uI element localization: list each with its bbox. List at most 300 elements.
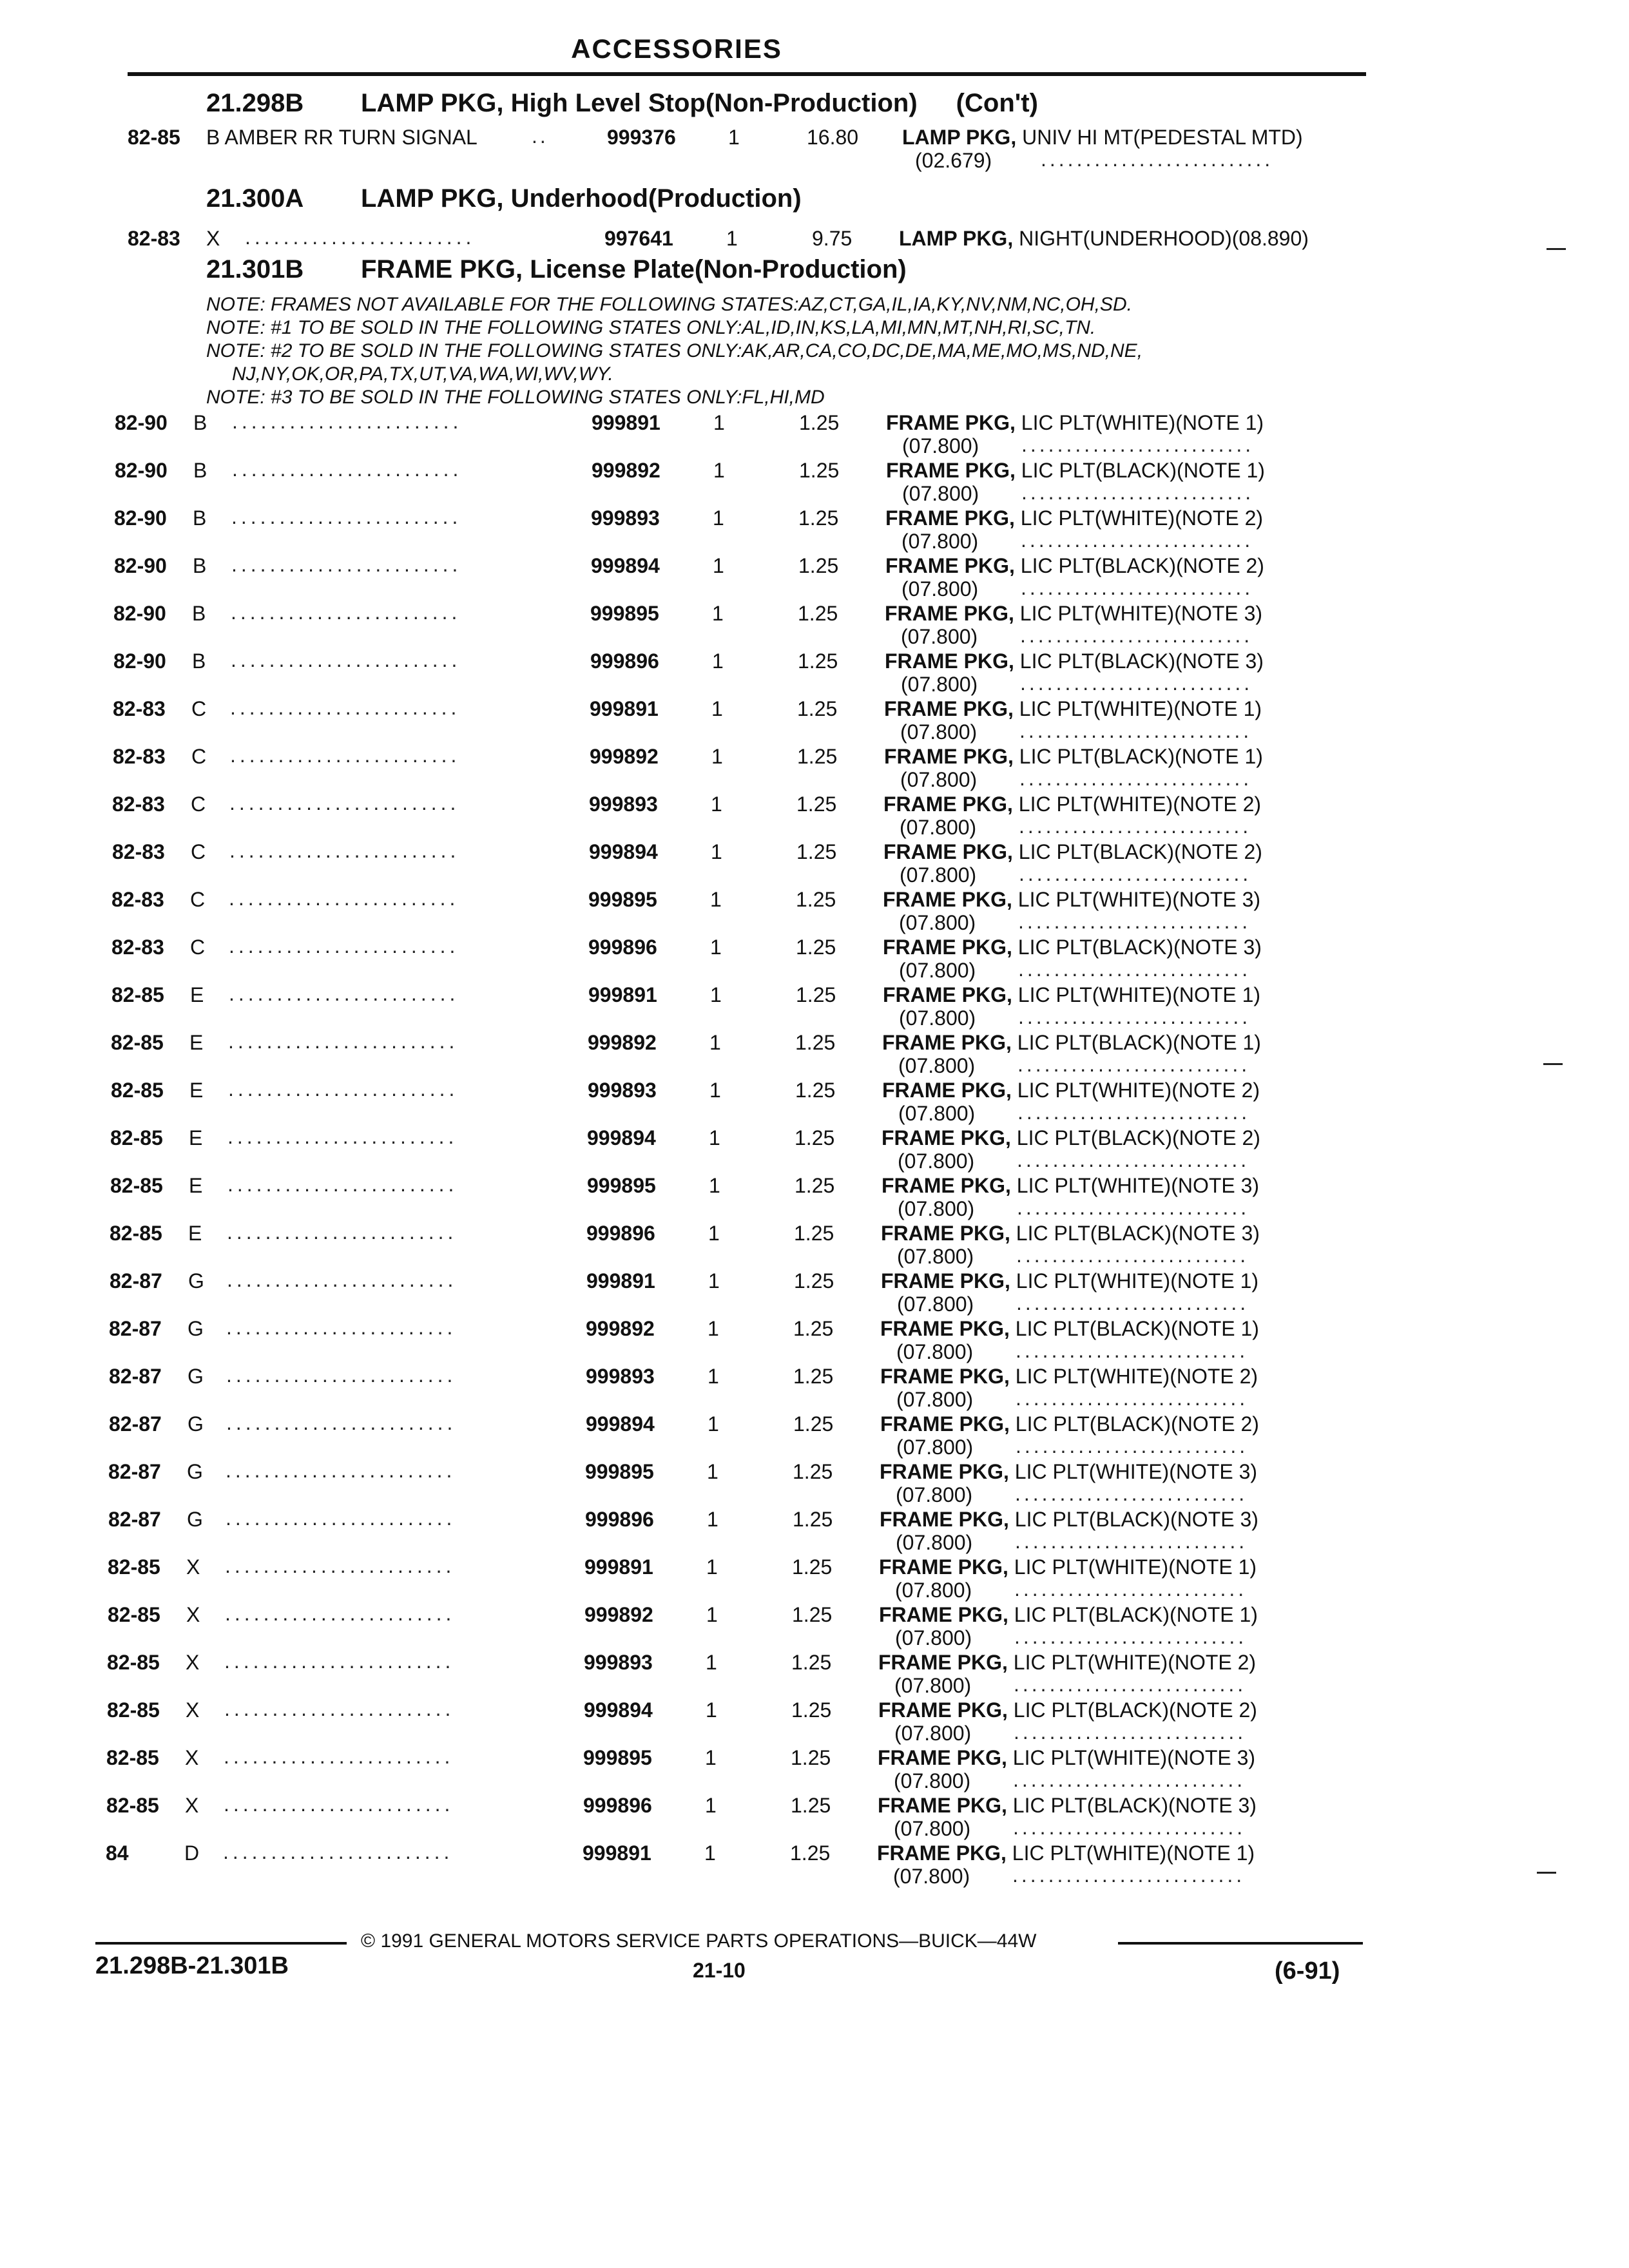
quantity: 1 [707,1508,718,1531]
reference-code: (07.800) [896,1531,973,1554]
series-code: G [188,1412,204,1436]
leader-dots: ........................ [228,1077,459,1100]
description [878,1698,1257,1722]
part-number: 999894 [591,554,660,577]
quantity: 1 [726,227,738,250]
leader-dots: .......................... [1014,1673,1247,1696]
description-rest: LIC PLT(BLACK)(NOTE 3) [1010,1222,1260,1245]
margin-tick [1547,248,1566,250]
leader-dots: .......................... [1017,1148,1250,1171]
part-number: 997641 [604,227,673,250]
table-row [0,1126,1413,1174]
part-number: 999891 [590,697,659,720]
section-code: 21.298B [206,89,304,117]
price: 1.25 [795,1079,836,1102]
leader-dots: .......................... [1017,1053,1251,1076]
description [882,1174,1259,1198]
description-bold: FRAME PKG, [880,1508,1009,1531]
year-range: 82-90 [113,649,166,673]
leader-dots: ........................ [227,1268,458,1291]
reference-code: (07.800) [896,1483,973,1506]
description [886,411,1264,435]
description-rest: LIC PLT(WHITE)(NOTE 1) [1010,1269,1259,1293]
part-number: 999895 [585,1460,654,1483]
description-rest: LIC PLT(WHITE)(NOTE 1) [1006,1841,1255,1865]
series-code: C [191,793,206,816]
price: 1.25 [794,1222,834,1245]
leader-dots: ........................ [225,1554,456,1577]
price: 1.25 [798,554,839,577]
leader-dots: .......................... [1021,528,1254,552]
description [902,126,1303,149]
description [883,840,1262,864]
description-rest: LIC PLT(BLACK)(NOTE 1) [1015,459,1265,482]
leader-dots: .......................... [1015,1482,1248,1505]
description-bold: FRAME PKG, [885,649,1014,673]
description [899,227,1309,251]
table-row [0,602,1416,649]
part-number: 999895 [590,602,659,625]
quantity: 1 [708,1317,719,1340]
leader-dots: ........................ [230,744,461,767]
table-row [0,793,1415,840]
description [882,1126,1260,1150]
year-range: 82-83 [128,227,180,250]
reference-code: (07.800) [900,863,977,887]
leader-dots: ........................ [229,982,459,1005]
reference-code: (02.679) [915,149,992,172]
description [880,1460,1257,1484]
description-rest: LIC PLT(WHITE)(NOTE 2) [1007,1651,1257,1674]
table-row [0,1269,1412,1317]
leader-dots: ........................ [232,457,463,481]
description-bold: FRAME PKG, [880,1317,1010,1340]
year-range: 82-90 [115,411,168,434]
description-bold: FRAME PKG, [881,1222,1010,1245]
description-rest: LIC PLT(WHITE)(NOTE 1) [1008,1555,1257,1579]
revision-date: (6-91) [1275,1957,1340,1984]
description-rest: UNIV HI MT(PEDESTAL MTD) [1016,126,1303,149]
description-bold: FRAME PKG, [882,1126,1011,1149]
table-row [0,1174,1413,1222]
table-row [0,840,1415,888]
description [882,1031,1261,1055]
description-bold: FRAME PKG, [883,983,1012,1006]
part-number: 999892 [590,745,659,768]
quantity: 1 [705,1794,717,1817]
leader-dots: ........................ [231,648,461,671]
year-range: 82-83 [112,840,165,863]
reference-code: (07.800) [899,911,976,934]
table-row [0,1412,1412,1460]
description [881,1269,1258,1293]
leader-dots: .......................... [1012,1863,1246,1887]
description-rest: LIC PLT(BLACK)(NOTE 2) [1014,554,1264,577]
description-bold: FRAME PKG, [878,1698,1008,1722]
part-number: 999894 [587,1126,656,1149]
part-number: 999895 [588,888,657,911]
part-number: 999891 [592,411,660,434]
part-number: 999893 [589,793,658,816]
leader-dots: .......................... [1018,1005,1251,1028]
section-code: 21.300A [206,184,304,213]
year-range: 82-87 [109,1365,162,1388]
section-continued: (Con't) [956,89,1038,117]
series-code: X [186,1651,200,1674]
series-code: B [193,411,207,434]
description-bold: FRAME PKG, [880,1365,1010,1388]
description-rest: LIC PLT(WHITE)(NOTE 1) [1015,411,1264,434]
description [884,697,1262,721]
quantity: 1 [728,126,740,149]
leader-dots: ........................ [231,601,461,624]
series-code: E [189,1079,204,1102]
leader-dots: ........................ [224,1792,454,1816]
description [883,888,1260,912]
description-rest: LIC PLT(BLACK)(NOTE 3) [1014,649,1264,673]
quantity: 1 [710,983,722,1006]
footer-rule-right [1118,1942,1363,1945]
leader-dots: .......................... [1041,148,1274,171]
quantity: 1 [710,936,722,959]
description-rest: LIC PLT(WHITE)(NOTE 3) [1007,1746,1256,1769]
description-bold: FRAME PKG, [877,1841,1007,1865]
description [879,1603,1258,1627]
leader-dots: .. [532,124,548,148]
description-bold: FRAME PKG, [885,506,1015,530]
part-number: 999896 [583,1794,652,1817]
part-number: 999893 [586,1365,655,1388]
part-number: 999376 [607,126,676,149]
reference-code: (07.800) [894,1674,972,1697]
leader-dots: ........................ [229,791,460,814]
leader-dots: ........................ [229,839,460,862]
series-code: X [186,1555,200,1579]
price: 1.25 [796,936,836,959]
price: 1.25 [799,459,840,482]
description-rest: LIC PLT(WHITE)(NOTE 2) [1014,506,1264,530]
leader-dots: .......................... [1017,1100,1251,1124]
price: 1.25 [794,1269,834,1293]
description-bold: FRAME PKG, [883,793,1013,816]
leader-dots: .......................... [1014,1625,1248,1648]
leader-dots: ........................ [224,1745,454,1768]
description-rest: LIC PLT(BLACK)(NOTE 2) [1009,1412,1259,1436]
description-bold: FRAME PKG, [883,888,1012,911]
reference-code: (07.800) [893,1865,970,1888]
reference-code: (07.800) [894,1817,971,1840]
section-code: 21.301B [206,255,304,284]
table-row [0,1079,1414,1126]
year-range: 82-83 [111,888,164,911]
series-code: E [189,1174,203,1197]
table-row [0,1603,1411,1651]
table-row [0,697,1416,745]
notes-block [206,293,1142,409]
price: 1.25 [799,411,840,434]
note-line: NOTE: #2 TO BE SOLD IN THE FOLLOWING STATES ONLY:AK,AR,CA,CO,DC,DE,MA,ME,MO,MS,ND,NE, [206,340,1143,361]
description [880,1365,1258,1389]
table-row [0,1746,1409,1794]
quantity: 1 [710,888,722,911]
note-line: NOTE: #1 TO BE SOLD IN THE FOLLOWING STATES ONLY:AL,ID,IN,KS,LA,MI,MN,MT,NH,RI,SC,TN. [206,317,1096,338]
table-row [0,983,1414,1031]
description-rest: LIC PLT(WHITE)(NOTE 1) [1012,983,1261,1006]
year-range: 82-83 [113,745,166,768]
part-number: 999892 [584,1603,653,1626]
price: 1.25 [792,1555,833,1579]
part-number: 999893 [584,1651,653,1674]
footer-rule-left [95,1942,347,1945]
description-bold: LAMP PKG, [899,227,1014,250]
year-range: 82-85 [111,1079,164,1102]
series-code: B AMBER RR TURN SIGNAL [206,126,477,149]
part-number: 999893 [591,506,660,530]
description [878,1794,1257,1818]
quantity: 1 [705,1746,717,1769]
description-bold: FRAME PKG, [878,1794,1007,1817]
section-heading [206,89,1038,118]
reference-code: (07.800) [900,816,977,839]
description-rest: LIC PLT(WHITE)(NOTE 2) [1009,1365,1258,1388]
table-row [0,1555,1411,1603]
series-code: C [191,745,207,768]
quantity: 1 [704,1841,716,1865]
page-range: 21.298B-21.301B [95,1952,289,1979]
part-number: 999892 [592,459,660,482]
description-bold: FRAME PKG, [880,1460,1009,1483]
description [878,1746,1255,1770]
description-rest: LIC PLT(BLACK)(NOTE 2) [1010,1126,1260,1149]
part-number: 999894 [586,1412,655,1436]
price: 1.25 [797,697,838,720]
price: 9.75 [812,227,853,250]
series-code: B [193,459,207,482]
series-code: X [185,1794,199,1817]
leader-dots: .......................... [1021,433,1255,456]
description [880,1317,1259,1341]
leader-dots: ........................ [229,887,459,910]
quantity: 1 [706,1555,718,1579]
reference-code: (07.800) [894,1769,971,1792]
reference-code: (07.800) [901,530,979,553]
reference-code: (07.800) [894,1722,972,1745]
leader-dots: .......................... [1020,624,1253,647]
leader-dots: .......................... [1015,1530,1248,1553]
note-line: NJ,NY,OK,OR,PA,TX,UT,VA,WA,WI,WV,WY. [232,363,613,385]
leader-dots: .......................... [1014,1577,1248,1600]
year-range: 82-90 [113,602,166,625]
year-range: 82-83 [113,697,166,720]
leader-dots: .......................... [1013,1768,1246,1791]
reference-code: (07.800) [902,434,979,457]
series-code: B [192,602,206,625]
description-rest: LIC PLT(BLACK)(NOTE 1) [1008,1603,1258,1626]
price: 1.25 [796,840,837,863]
reference-code: (07.800) [898,1054,976,1077]
part-number: 999892 [586,1317,655,1340]
leader-dots: .......................... [1018,957,1251,981]
description-bold: FRAME PKG, [885,602,1014,625]
leader-dots: .......................... [1019,814,1252,838]
description-rest: LIC PLT(WHITE)(NOTE 3) [1014,602,1263,625]
table-row [0,554,1417,602]
reference-code: (07.800) [895,1579,972,1602]
leader-dots: ........................ [227,1220,458,1244]
leader-dots: ........................ [226,1363,457,1387]
price: 1.25 [792,1603,833,1626]
series-code: D [184,1841,200,1865]
leader-dots: .......................... [1019,719,1253,742]
table-row [0,1698,1410,1746]
reference-code: (07.800) [901,577,979,601]
description-rest: LIC PLT(BLACK)(NOTE 1) [1013,745,1263,768]
reference-code: (07.800) [900,720,978,744]
reference-code: (07.800) [897,1293,974,1316]
price: 1.25 [791,1651,832,1674]
description-bold: FRAME PKG, [882,1079,1012,1102]
description [884,745,1263,769]
section-title: LAMP PKG, Underhood(Production) [361,184,802,213]
leader-dots: .......................... [1020,671,1253,695]
leader-dots: ........................ [230,696,461,719]
description-bold: FRAME PKG, [886,411,1016,434]
year-range: 82-85 [111,983,164,1006]
part-number: 999895 [583,1746,652,1769]
reference-code: (07.800) [896,1436,974,1459]
description-rest: LIC PLT(BLACK)(NOTE 3) [1012,936,1262,959]
price: 1.25 [795,1174,835,1197]
year-range: 82-85 [107,1698,160,1722]
quantity: 1 [712,602,724,625]
leader-dots: .......................... [1016,1339,1249,1362]
year-range: 82-85 [110,1126,163,1149]
quantity: 1 [709,1079,721,1102]
year-range: 84 [106,1841,129,1865]
description [886,459,1265,483]
series-code: X [186,1603,200,1626]
description-rest: LIC PLT(WHITE)(NOTE 2) [1011,1079,1260,1102]
leader-dots: ........................ [226,1411,457,1434]
description-bold: FRAME PKG, [879,1555,1008,1579]
margin-tick [1543,1063,1563,1065]
quantity: 1 [711,745,723,768]
year-range: 82-83 [111,936,164,959]
description [883,793,1261,816]
reference-code: (07.800) [901,673,978,696]
description-bold: FRAME PKG, [878,1651,1008,1674]
year-range: 82-87 [108,1508,161,1531]
quantity: 1 [713,411,725,434]
year-range: 82-87 [110,1269,162,1293]
part-number: 999891 [586,1269,655,1293]
year-range: 82-83 [112,793,165,816]
description-bold: FRAME PKG, [884,745,1014,768]
leader-dots: .......................... [1021,576,1254,599]
year-range: 82-85 [128,126,180,149]
section-title: LAMP PKG, High Level Stop(Non-Production) [361,89,918,117]
quantity: 1 [713,554,724,577]
table-row [0,649,1416,697]
description-bold: FRAME PKG, [886,459,1016,482]
quantity: 1 [711,697,723,720]
price: 1.25 [793,1317,834,1340]
description [881,1222,1260,1245]
reference-code: (07.800) [901,625,978,648]
description-bold: FRAME PKG, [883,840,1013,863]
quantity: 1 [706,1651,717,1674]
leader-dots: .......................... [1021,481,1255,504]
table-row [0,936,1414,983]
series-code: C [191,697,207,720]
series-code: G [188,1269,204,1293]
table-row [0,459,1418,506]
description [883,983,1260,1007]
price: 1.25 [795,1031,836,1054]
description [878,1651,1256,1675]
reference-code: (07.800) [899,959,976,982]
year-range: 82-85 [110,1222,162,1245]
table-row [0,1460,1411,1508]
leader-dots: ........................ [245,226,476,249]
year-range: 82-90 [114,554,167,577]
part-number: 999896 [586,1222,655,1245]
series-code: B [193,506,207,530]
year-range: 82-85 [110,1174,163,1197]
description-rest: LIC PLT(BLACK)(NOTE 1) [1011,1031,1261,1054]
series-code: G [188,1317,204,1340]
description-rest: LIC PLT(BLACK)(NOTE 2) [1012,840,1262,863]
description-bold: FRAME PKG, [879,1603,1008,1626]
series-code: C [190,888,206,911]
leader-dots: ........................ [226,1506,456,1530]
part-number: 999892 [588,1031,657,1054]
leader-dots: .......................... [1016,1434,1249,1457]
leader-dots: ........................ [225,1602,456,1625]
quantity: 1 [711,793,722,816]
description [882,1079,1260,1102]
table-row [0,411,1418,459]
year-range: 82-87 [109,1317,162,1340]
leader-dots: ........................ [224,1649,455,1673]
reference-code: (07.800) [898,1197,975,1220]
margin-tick [1537,1872,1556,1874]
quantity: 1 [708,1365,719,1388]
price: 1.25 [798,506,839,530]
description-bold: LAMP PKG, [902,126,1017,149]
part-number: 999894 [589,840,658,863]
description-rest: LIC PLT(WHITE)(NOTE 3) [1010,1174,1260,1197]
description-rest: LIC PLT(WHITE)(NOTE 1) [1013,697,1262,720]
leader-dots: .......................... [1019,862,1252,885]
description-rest: NIGHT(UNDERHOOD)(08.890) [1013,227,1309,250]
leader-dots: .......................... [1016,1291,1249,1314]
series-code: E [188,1222,202,1245]
table-row [0,1317,1412,1365]
leader-dots: ........................ [229,934,459,957]
table-row [0,745,1416,793]
reference-code: (07.800) [898,1102,976,1125]
note-line: NOTE: FRAMES NOT AVAILABLE FOR THE FOLLOWING STATES:AZ,CT,GA,IL,IA,KY,NV,NM,NC,OH,SD. [206,294,1132,315]
price: 1.25 [793,1412,834,1436]
description [880,1412,1259,1436]
price: 1.25 [796,793,837,816]
table-row [0,506,1417,554]
part-number: 999896 [585,1508,654,1531]
price: 1.25 [798,649,838,673]
leader-dots: .......................... [1019,767,1253,790]
description [885,554,1264,578]
